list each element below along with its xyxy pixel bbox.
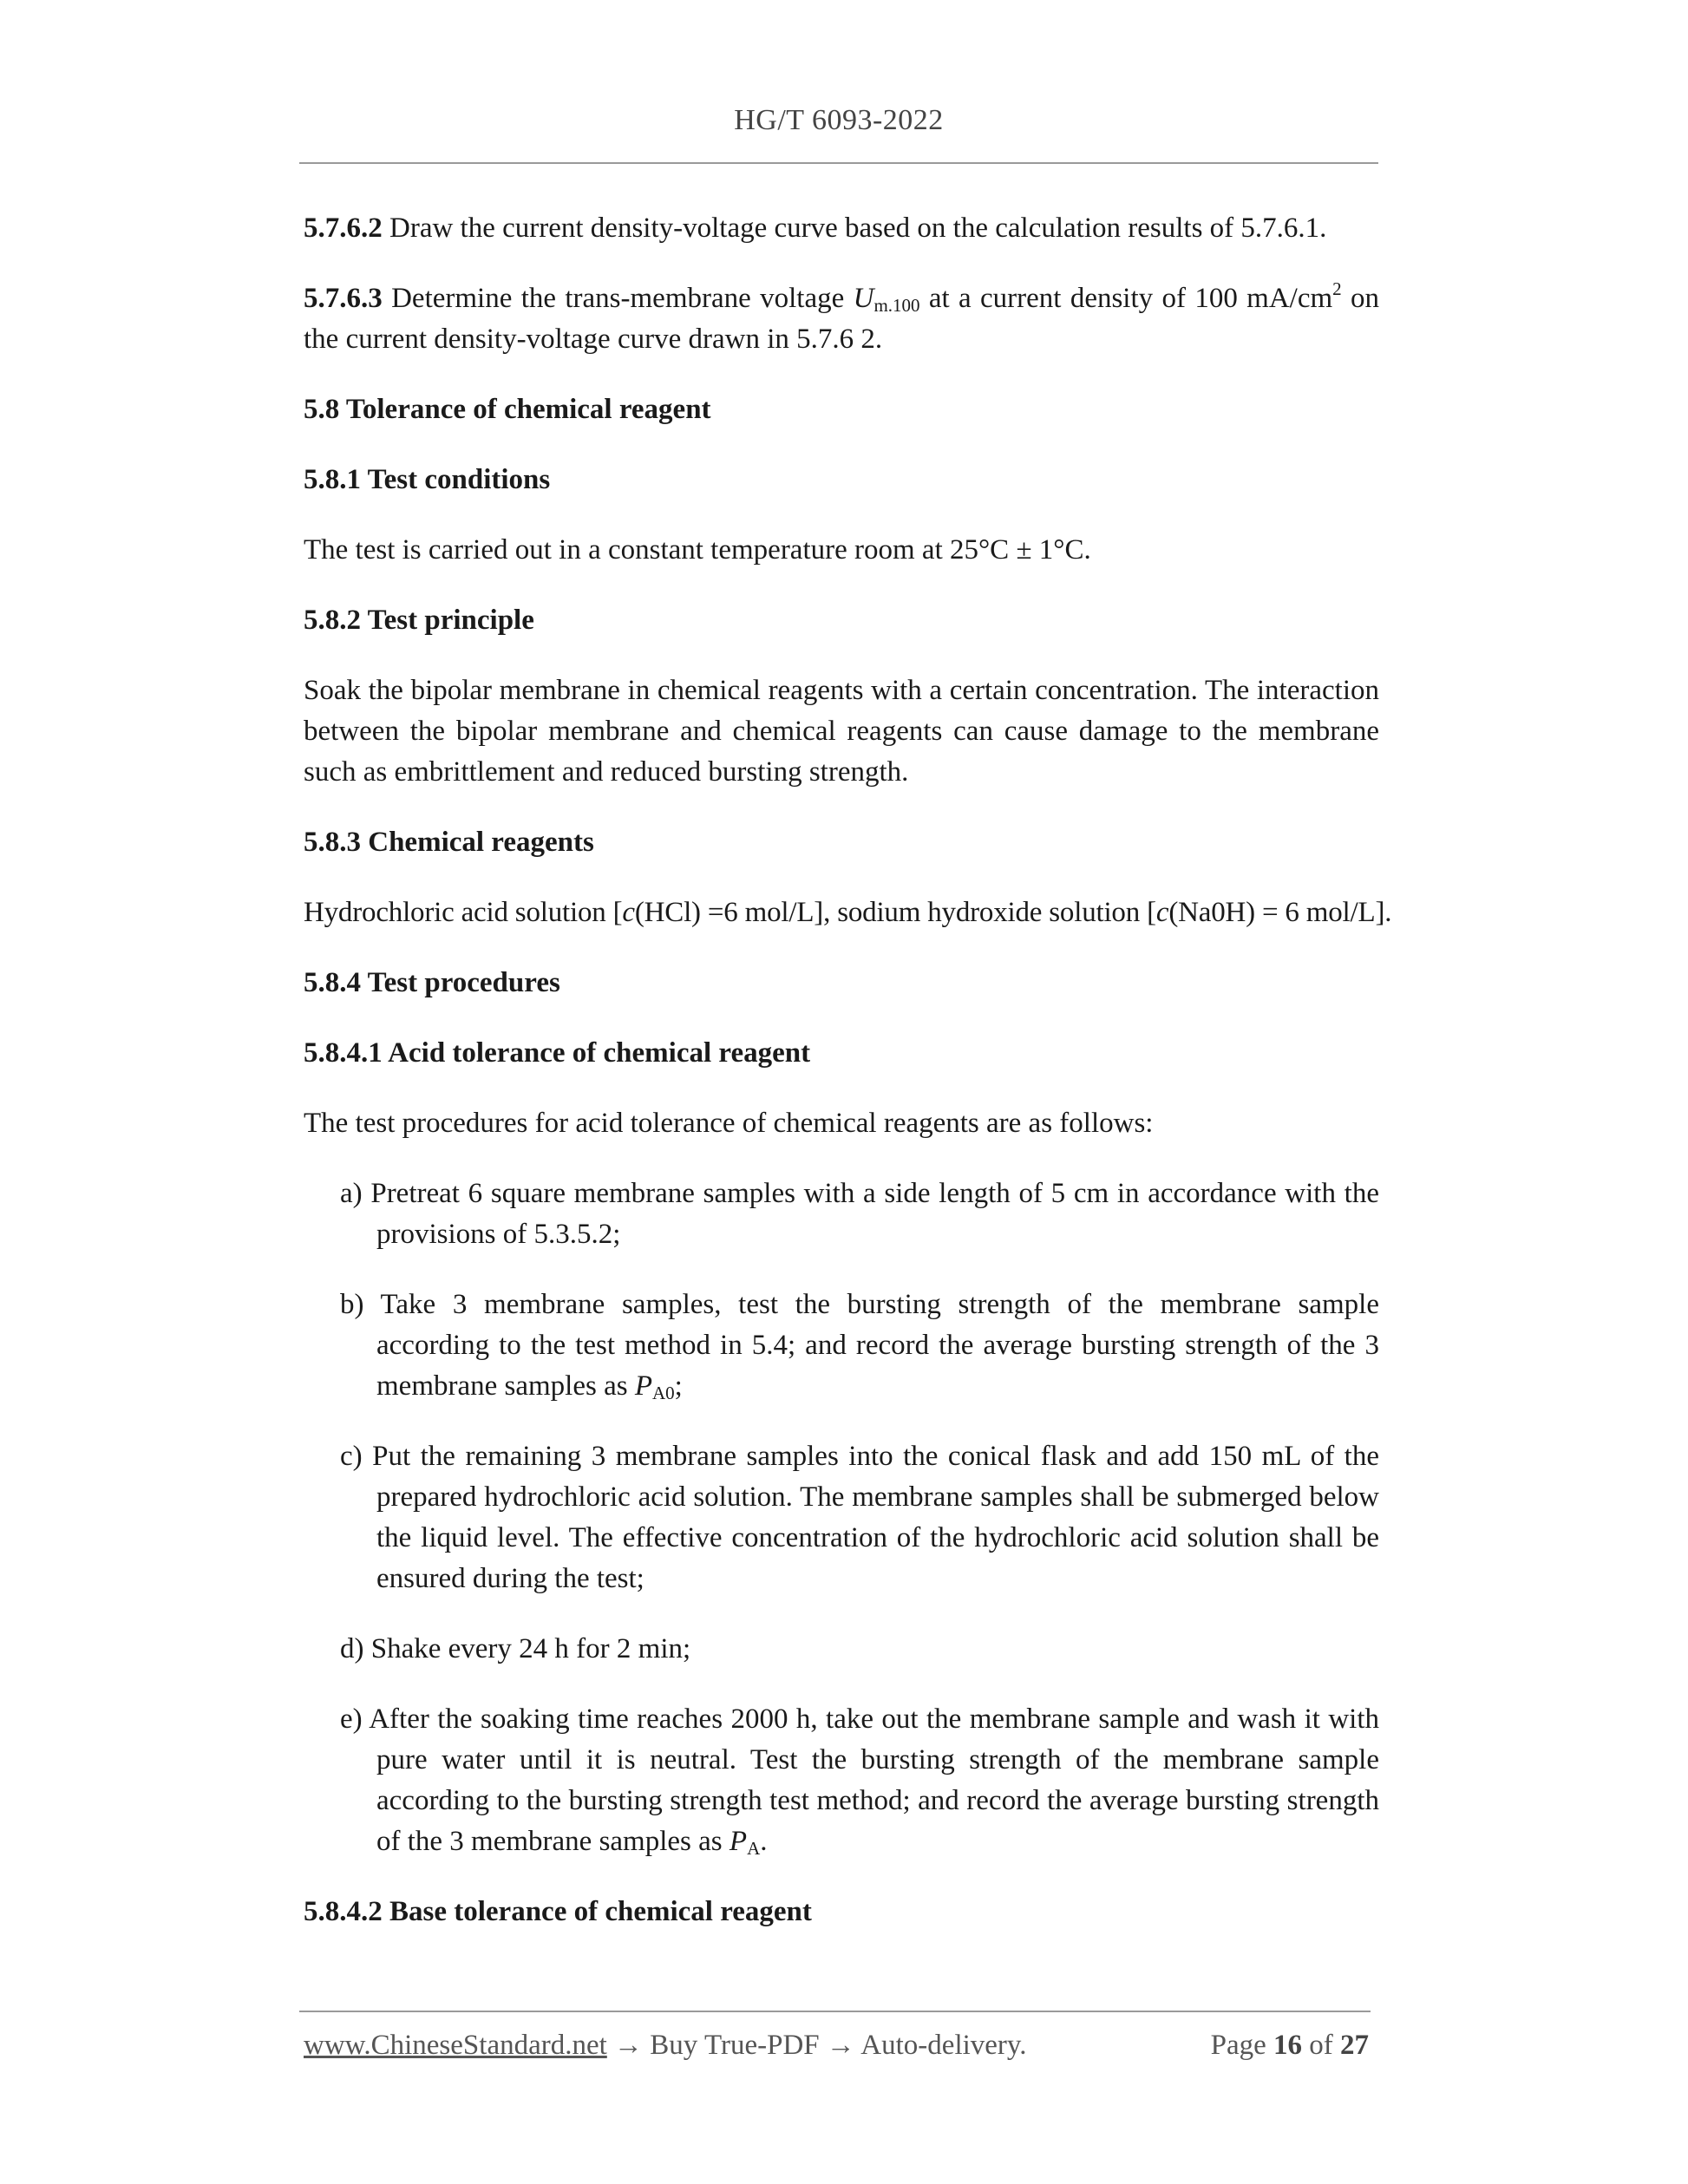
list-item-c: c) Put the remaining 3 membrane samples into the conical flask and add 150 mL of the prepared hydrochloric acid solution. The membrane samples shall be submerged below the liquid level. The effective concentration of the hydrochloric acid solution shall be ensured during the test; — [340, 1441, 1379, 1594]
concentration-symbol: c — [1155, 897, 1169, 928]
list-item-d: d) Shake every 24 h for 2 min; — [340, 1633, 691, 1664]
footer-divider — [299, 2011, 1371, 2012]
clause-text: at a current density of 100 mA/cm — [919, 283, 1333, 314]
list-item-text: b) Take 3 membrane samples, test the bursting strength of the membrane sample according to the test method in 5.4; and record the average bursting strength of the 3 membrane samples as — [340, 1289, 1379, 1402]
of-label: of — [1302, 2030, 1340, 2061]
current-page: 16 — [1273, 2030, 1302, 2061]
total-pages: 27 — [1340, 2030, 1369, 2061]
list-item-text: ; — [674, 1370, 683, 1402]
list-item-b — [340, 1285, 1379, 1407]
header-divider — [299, 162, 1378, 164]
pressure-subscript: A — [747, 1838, 761, 1859]
page-number — [1211, 2030, 1369, 2062]
list-item-e — [340, 1699, 1379, 1862]
paragraph-acid-procedures-intro: The test procedures for acid tolerance of chemical reagents are as follows: — [304, 1108, 1154, 1139]
voltage-subscript: m.100 — [873, 295, 920, 316]
footer-tagline: → Buy True-PDF → Auto-delivery. — [606, 2030, 1027, 2061]
unit-superscript: 2 — [1332, 278, 1342, 299]
clause-number: 5.7.6.3 — [304, 283, 383, 314]
paragraph-test-conditions: The test is carried out in a constant temperature room at 25°C ± 1°C. — [304, 534, 1091, 566]
reagent-text: Hydrochloric acid solution [ — [304, 897, 623, 928]
website-link[interactable]: www.ChineseStandard.net — [304, 2030, 607, 2061]
clause-text: Draw the current density-voltage curve based on the calculation results of 5.7.6.1. — [382, 213, 1327, 244]
list-item-text: e) After the soaking time reaches 2000 h, take out the membrane sample and wash it with pure water until it is neutral. Test the bursting strength of the membrane sample according to the bursting strength test method; and record the average bursting strength of the 3 membrane samples as — [340, 1703, 1379, 1857]
list-item-text: . — [760, 1826, 768, 1857]
document-body — [304, 208, 1392, 1962]
clause-number: 5.7.6.2 — [304, 213, 383, 244]
footer-left — [304, 2030, 1027, 2062]
heading-5-8: 5.8 Tolerance of chemical reagent — [304, 394, 711, 425]
heading-5-8-4: 5.8.4 Test procedures — [304, 967, 560, 998]
clause-text: on the current density-voltage curve drawn in 5.7.6 2. — [304, 283, 1380, 355]
pressure-symbol: P — [729, 1826, 748, 1857]
reagent-text: (Na0H) = 6 mol/L]. — [1168, 897, 1392, 928]
clause-5-7-6-2 — [304, 208, 1379, 249]
list-item-a: a) Pretreat 6 square membrane samples with a side length of 5 cm in accordance with the provisions of 5.3.5.2; — [340, 1178, 1379, 1250]
concentration-symbol: c — [622, 897, 635, 928]
page-header: HG/T 6093-2022 — [734, 104, 944, 136]
pressure-symbol: P — [634, 1370, 652, 1402]
clause-5-7-6-3 — [304, 278, 1379, 360]
heading-5-8-1: 5.8.1 Test conditions — [304, 464, 551, 495]
clause-text: Determine the trans-membrane voltage — [382, 283, 854, 314]
pressure-subscript: A0 — [652, 1383, 675, 1403]
heading-5-8-4-1: 5.8.4.1 Acid tolerance of chemical reagent — [304, 1037, 811, 1069]
heading-5-8-2: 5.8.2 Test principle — [304, 605, 534, 636]
page-label: Page — [1210, 2030, 1273, 2061]
voltage-symbol: U — [853, 283, 874, 314]
paragraph-test-principle: Soak the bipolar membrane in chemical reagents with a certain concentration. The interaction between the bipolar membrane and chemical reagents can cause damage to the membrane such as embrittlement and reduced bursting strength. — [304, 675, 1379, 788]
paragraph-chemical-reagents — [304, 893, 1392, 933]
reagent-text: (HCl) =6 mol/L], sodium hydroxide solution [ — [634, 897, 1156, 928]
heading-5-8-3: 5.8.3 Chemical reagents — [304, 827, 594, 858]
heading-5-8-4-2: 5.8.4.2 Base tolerance of chemical reagent — [304, 1896, 812, 1927]
